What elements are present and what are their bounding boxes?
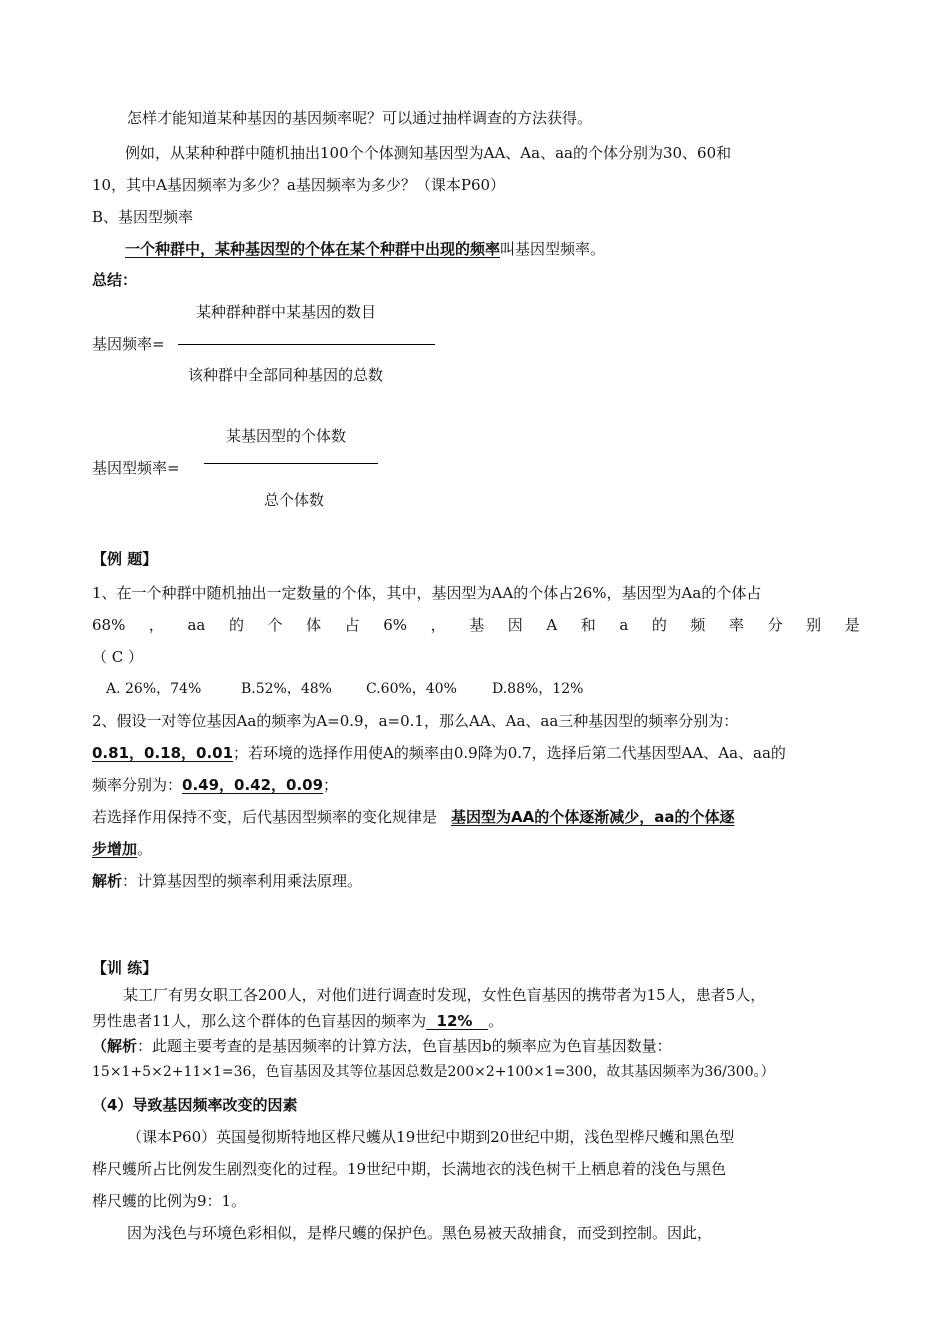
q2-line-5: [92, 839, 152, 859]
formula1-denominator: 该种群中全部同种基因的总数: [188, 366, 384, 384]
formula1-lhs: 基因频率=: [92, 335, 165, 353]
q1-line-2-word: 68%: [92, 616, 126, 634]
training-line-2-suffix: 。: [488, 1012, 504, 1030]
q2-line-2: [92, 743, 786, 763]
training-heading: 【训 练】: [92, 959, 158, 977]
q1-line-2-word: ，: [430, 616, 446, 634]
formula2-fraction-bar: [204, 463, 378, 464]
q1-line-2-word: aa: [187, 616, 206, 634]
q1-line-2-word: 和: [580, 616, 596, 634]
q2-line-2-rest: ；若环境的选择作用使A的频率由0.9降为0.7，选择后第二代基因型AA、Aa、aa的: [233, 744, 786, 762]
analysis: [92, 871, 362, 891]
training-analysis-line-1: [92, 1036, 672, 1056]
q1-line-2-word: 的: [228, 616, 244, 634]
q2-line-5-suffix: 。: [137, 840, 153, 858]
q2-blank-3a: 基因型为AA的个体逐渐减少，aa的个体逐: [451, 808, 735, 826]
q1-option-c: C.60%，40%: [366, 681, 457, 697]
formula2-numerator: 某基因型的个体数: [226, 427, 347, 445]
training-analysis-label: 解析: [107, 1037, 138, 1055]
q1-line-1: 1、在一个种群中随机抽出一定数量的个体，其中，基因型为AA的个体占26%，基因型为Aa的个体占: [92, 584, 762, 602]
q1-option-d: D.88%，12%: [492, 681, 584, 697]
section4-p1-line-3: 桦尺蠖的比例为9：1。: [92, 1192, 247, 1210]
q2-line-3-suffix: ；: [323, 776, 339, 794]
q1-line-2-word: 率: [729, 616, 745, 634]
intro-line-2: 例如，从某种种群中随机抽出100个个体测知基因型为AA、Aa、aa的个体分别为30、60和: [125, 144, 732, 162]
intro-line-3: 10，其中A基因频率为多少？a基因频率为多少？（课本P60）: [92, 176, 506, 194]
formula2-lhs: 基因型频率=: [92, 459, 180, 477]
intro-line-1: 怎样才能知道某种基因的基因频率呢？可以通过抽样调查的方法获得。: [127, 109, 593, 127]
analysis-text: ：计算基因型的频率利用乘法原理。: [122, 872, 363, 890]
section4-p1-line-2: 桦尺蠖所占比例发生剧烈变化的过程。19世纪中期，长满地衣的浅色树干上栖息着的浅色与黑色: [92, 1160, 727, 1178]
q1-line-2-word: 别: [806, 616, 822, 634]
q1-line-2-word: 体: [306, 616, 322, 634]
q1-option-b: B.52%，48%: [241, 681, 332, 697]
training-line-2-prefix: 男性患者11人，那么这个群体的色盲基因的频率为: [92, 1012, 427, 1030]
q2-line-4-prefix: 若选择作用保持不变，后代基因型频率的变化规律是: [92, 808, 438, 826]
q1-line-2-word: 频: [690, 616, 706, 634]
q2-blank-1: 0.81，0.18，0.01: [92, 744, 234, 762]
q1-line-2-word: 6%: [383, 616, 408, 634]
q1-option-a: A. 26%，74%: [106, 681, 202, 697]
training-line-1: 某工厂有男女职工各200人，对他们进行调查时发现，女性色盲基因的携带者为15人，患者5人，: [123, 986, 766, 1004]
training-analysis-line-2: 15×1+5×2+11×1=36，色盲基因及其等位基因总数是200×2+100×1=300，故其基因频率为36/300。）: [92, 1064, 775, 1080]
analysis-label: 解析: [92, 872, 123, 890]
section4-p1-line-1: （课本P60）英国曼彻斯特地区桦尺蠖从19世纪中期到20世纪中期，浅色型桦尺蠖和黑色型: [127, 1128, 735, 1146]
q1-line-2-word: 基: [469, 616, 485, 634]
section4-heading: （4）导致基因频率改变的因素: [92, 1096, 298, 1114]
q2-line-3: [92, 775, 338, 795]
q1-answer: （ C ）: [92, 648, 144, 666]
formula1-numerator: 某种群种群中某基因的数目: [196, 303, 377, 321]
definition-bold: 一个种群中，某种基因型的个体在某个种群中出现的频率: [125, 240, 501, 258]
training-line-2: [92, 1011, 503, 1031]
section4-p2-line-1: 因为浅色与环境色彩相似，是桦尺蠖的保护色。黑色易被天敌捕食，而受到控制。因此，: [127, 1224, 713, 1242]
q1-line-2-word: 个: [267, 616, 283, 634]
q1-line-2-word: 的: [651, 616, 667, 634]
q2-blank-2: 0.49，0.42，0.09: [182, 776, 324, 794]
examples-heading: 【例 题】: [92, 550, 158, 568]
q1-line-2-word: ，: [148, 616, 164, 634]
q1-line-2-word: A: [546, 616, 558, 634]
q2-line-1: 2、假设一对等位基因Aa的频率为A=0.9，a=0.1，那么AA、Aa、aa三种基因型的频率分别为：: [92, 712, 739, 730]
formula2-denominator: 总个体数: [264, 491, 325, 509]
q2-line-4: [92, 807, 734, 827]
q1-line-2: [92, 615, 860, 635]
q2-blank-3b: 步增加: [92, 840, 138, 858]
summary-label: 总结：: [92, 271, 138, 289]
definition-rest: 叫基因型频率。: [500, 240, 606, 258]
q1-line-2-word: 占: [344, 616, 360, 634]
training-analysis-text-1: ：此题主要考查的是基因频率的计算方法，色盲基因b的频率应为色盲基因数量：: [137, 1037, 672, 1055]
training-blank: 12%: [426, 1012, 489, 1030]
q2-line-3-prefix: 频率分别为：: [92, 776, 183, 794]
definition: [125, 239, 605, 259]
q1-line-2-word: 是: [844, 616, 860, 634]
training-analysis-open: （: [92, 1037, 108, 1055]
formula1-fraction-bar: [178, 344, 435, 345]
q1-line-2-word: 因: [507, 616, 523, 634]
q1-line-2-word: 分: [767, 616, 783, 634]
section-b-heading: B、基因型频率: [92, 208, 194, 226]
q1-line-2-word: a: [619, 616, 629, 634]
